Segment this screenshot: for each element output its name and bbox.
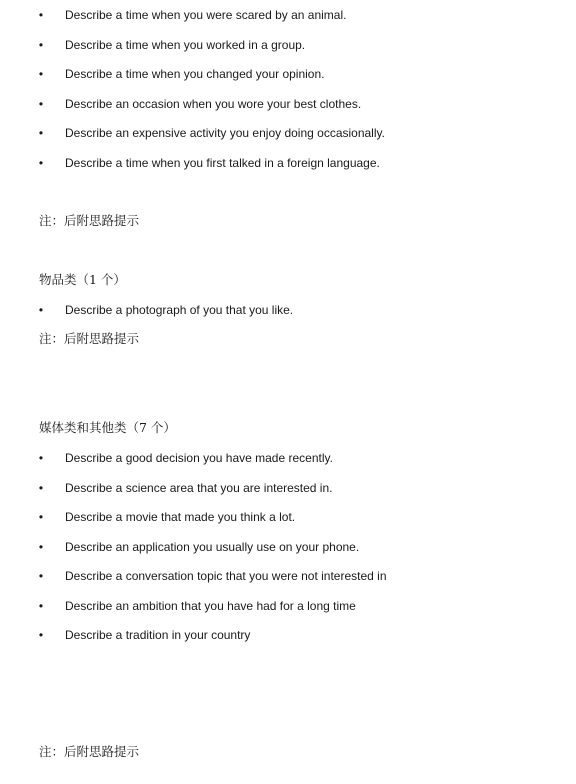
note-text: 注：后附思路提示 <box>39 331 140 346</box>
note-text: 注：后附思路提示 <box>39 213 140 228</box>
bullet-icon: • <box>38 303 44 317</box>
list-item-text: Describe a time when you changed your opinion. <box>65 67 325 81</box>
bullet-icon: • <box>38 481 44 495</box>
list-item-text: Describe a science area that you are interested in. <box>65 481 333 495</box>
note-text: 注：后附思路提示 <box>39 744 140 759</box>
bullet-icon: • <box>38 540 44 554</box>
bullet-icon: • <box>38 451 44 465</box>
bullet-icon: • <box>38 67 44 81</box>
bullet-icon: • <box>38 156 44 170</box>
bullet-icon: • <box>38 8 44 22</box>
bullet-icon: • <box>38 510 44 524</box>
bullet-icon: • <box>38 126 44 140</box>
section-heading-objects: 物品类（1 个） <box>39 272 126 287</box>
list-item-text: Describe an ambition that you have had for a long time <box>65 599 356 613</box>
list-item-text: Describe a tradition in your country <box>65 628 251 642</box>
list-item-text: Describe a time when you worked in a group. <box>65 38 306 52</box>
section-heading-media: 媒体类和其他类（7 个） <box>39 420 176 435</box>
bullet-icon: • <box>38 38 44 52</box>
list-item-text: Describe an occasion when you wore your best clothes. <box>65 97 362 111</box>
bullet-icon: • <box>38 97 44 111</box>
list-item-text: Describe a movie that made you think a lot. <box>65 510 296 524</box>
list-item-text: Describe an application you usually use on your phone. <box>65 540 360 554</box>
list-item-text: Describe a conversation topic that you were not interested in <box>65 569 387 583</box>
list-item-text: Describe a photograph of you that you like. <box>65 303 294 317</box>
bullet-icon: • <box>38 628 44 642</box>
list-item-text: Describe an expensive activity you enjoy doing occasionally. <box>65 126 385 140</box>
list-item-text: Describe a time when you were scared by an animal. <box>65 8 347 22</box>
bullet-icon: • <box>38 599 44 613</box>
list-item-text: Describe a good decision you have made recently. <box>65 451 333 465</box>
list-item-text: Describe a time when you first talked in a foreign language. <box>65 156 380 170</box>
bullet-icon: • <box>38 569 44 583</box>
